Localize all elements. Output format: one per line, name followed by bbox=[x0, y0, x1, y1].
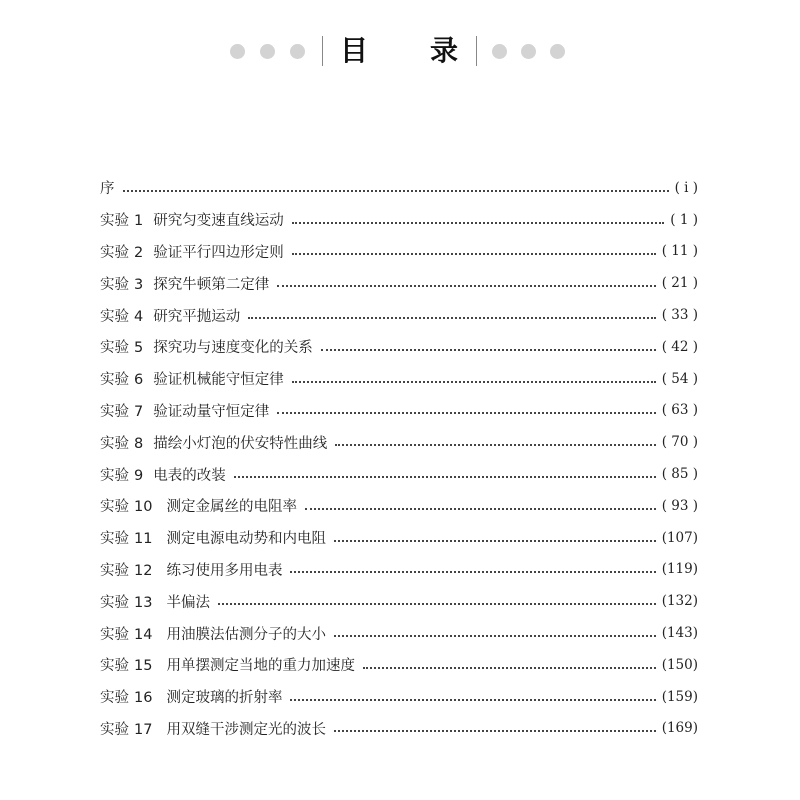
toc-entry[interactable] bbox=[100, 331, 698, 363]
toc-entry-label bbox=[100, 654, 355, 675]
toc-entry-page: (150) bbox=[661, 656, 698, 673]
toc-entry-label bbox=[100, 686, 282, 707]
toc-entry-prefix: 实验 bbox=[100, 467, 129, 484]
title-divider bbox=[322, 36, 323, 66]
dot-leader bbox=[290, 699, 655, 701]
dot-leader bbox=[334, 730, 656, 732]
toc-entry-label bbox=[100, 241, 284, 262]
dot-leader bbox=[248, 317, 655, 319]
toc-entry-prefix: 实验 bbox=[100, 372, 129, 389]
toc-entry[interactable] bbox=[100, 458, 698, 490]
toc-entry-prefix: 实验 bbox=[100, 276, 129, 293]
toc-entry-page: ( ⅰ ) bbox=[674, 179, 698, 196]
toc-entry[interactable] bbox=[100, 426, 698, 458]
toc-entry-prefix: 实验 bbox=[100, 213, 129, 230]
toc-entry-page: (169) bbox=[661, 720, 698, 737]
toc-entry-number: 11 bbox=[134, 531, 153, 548]
toc-entry-page: ( 54 ) bbox=[661, 370, 698, 387]
toc-entry-prefix: 实验 bbox=[100, 626, 129, 643]
toc-entry[interactable] bbox=[100, 522, 698, 554]
decorative-dot-icon bbox=[260, 44, 275, 59]
toc-entry-number: 16 bbox=[134, 690, 153, 707]
toc-entry-number: 9 bbox=[134, 467, 144, 484]
toc-entry-title: 用单摆测定当地的重力加速度 bbox=[166, 658, 355, 675]
toc-entry-prefix: 实验 bbox=[100, 435, 129, 452]
dot-leader bbox=[292, 222, 665, 224]
toc-entry-label bbox=[100, 336, 313, 357]
dot-leader bbox=[305, 508, 656, 510]
dot-leader bbox=[277, 412, 655, 414]
toc-entry-label bbox=[100, 177, 115, 198]
decorative-dot-icon bbox=[550, 44, 565, 59]
toc-entry-number: 4 bbox=[134, 308, 144, 325]
toc-entry-title: 探究功与速度变化的关系 bbox=[153, 340, 313, 357]
toc-entry-title: 电表的改装 bbox=[153, 467, 226, 484]
dot-leader bbox=[218, 603, 656, 605]
toc-entry-number: 1 bbox=[134, 213, 144, 230]
toc-entry-prefix: 序 bbox=[100, 181, 115, 198]
toc-entry-page: (159) bbox=[661, 688, 698, 705]
toc-entry-prefix: 实验 bbox=[100, 658, 129, 675]
toc-entry-prefix: 实验 bbox=[100, 308, 129, 325]
toc-entry-title: 练习使用多用电表 bbox=[166, 562, 283, 579]
toc-entry-prefix: 实验 bbox=[100, 594, 129, 611]
toc-entry-number: 2 bbox=[134, 244, 144, 261]
dot-leader bbox=[334, 635, 656, 637]
toc-entry-label bbox=[100, 495, 297, 516]
toc-entry-label bbox=[100, 305, 240, 326]
toc-entry-title: 研究匀变速直线运动 bbox=[153, 213, 284, 230]
dot-leader bbox=[234, 476, 656, 478]
dot-leader bbox=[321, 349, 656, 351]
decorative-dot-icon bbox=[290, 44, 305, 59]
toc-entry[interactable] bbox=[100, 172, 698, 204]
toc-entry-title: 探究牛顿第二定律 bbox=[153, 276, 270, 293]
page-title-char-1: 目 bbox=[340, 34, 369, 67]
toc-entry[interactable] bbox=[100, 681, 698, 713]
toc-entry-prefix: 实验 bbox=[100, 531, 129, 548]
toc-entry-number: 8 bbox=[134, 435, 144, 452]
toc-entry-title: 用双缝干涉测定光的波长 bbox=[166, 721, 326, 738]
dot-leader bbox=[290, 571, 655, 573]
toc-entry-number: 7 bbox=[134, 403, 144, 420]
toc-entry-label bbox=[100, 591, 210, 612]
toc-entry[interactable] bbox=[100, 649, 698, 681]
toc-entry[interactable] bbox=[100, 395, 698, 427]
page-header bbox=[0, 32, 800, 72]
toc-entry-label bbox=[100, 400, 269, 421]
decorative-dot-icon bbox=[230, 44, 245, 59]
toc-entry-number: 13 bbox=[134, 594, 153, 611]
toc-entry-label bbox=[100, 273, 269, 294]
decorative-dot-icon bbox=[521, 44, 536, 59]
toc-entry-title: 测定金属丝的电阻率 bbox=[166, 499, 297, 516]
toc-entry-title: 验证动量守恒定律 bbox=[153, 403, 270, 420]
toc-entry-label bbox=[100, 209, 284, 230]
toc-entry-prefix: 实验 bbox=[100, 244, 129, 261]
toc-entry-prefix: 实验 bbox=[100, 340, 129, 357]
toc-entry-number: 3 bbox=[134, 276, 144, 293]
toc-entry-page: ( 93 ) bbox=[661, 497, 698, 514]
toc-entry-title: 测定玻璃的折射率 bbox=[166, 690, 283, 707]
dot-leader bbox=[363, 667, 656, 669]
dot-leader bbox=[292, 253, 656, 255]
toc-entry-label bbox=[100, 464, 226, 485]
toc-entry[interactable] bbox=[100, 713, 698, 745]
toc-entry[interactable] bbox=[100, 236, 698, 268]
toc-entry-page: ( 33 ) bbox=[661, 307, 698, 324]
toc-entry-page: ( 42 ) bbox=[661, 338, 698, 355]
toc-entry-label bbox=[100, 623, 326, 644]
toc-entry-title: 半偏法 bbox=[166, 594, 210, 611]
toc-entry-title: 描绘小灯泡的伏安特性曲线 bbox=[153, 435, 328, 452]
toc-entry[interactable] bbox=[100, 267, 698, 299]
toc-entry-number: 14 bbox=[134, 626, 153, 643]
toc-entry-prefix: 实验 bbox=[100, 562, 129, 579]
toc-entry-label bbox=[100, 559, 282, 580]
toc-entry-title: 用油膜法估测分子的大小 bbox=[166, 626, 326, 643]
toc-entry[interactable] bbox=[100, 554, 698, 586]
toc-entry-page: (132) bbox=[661, 593, 698, 610]
toc-entry[interactable] bbox=[100, 490, 698, 522]
toc-entry-title: 研究平抛运动 bbox=[153, 308, 241, 325]
toc-entry-page: ( 70 ) bbox=[661, 434, 698, 451]
toc-entry[interactable] bbox=[100, 585, 698, 617]
toc-entry-label bbox=[100, 368, 284, 389]
toc-entry-page: (143) bbox=[661, 625, 698, 642]
dot-leader bbox=[334, 540, 656, 542]
table-of-contents bbox=[100, 172, 698, 744]
toc-entry-page: ( 85 ) bbox=[661, 466, 698, 483]
dot-leader bbox=[292, 381, 656, 383]
dot-leader bbox=[277, 285, 655, 287]
toc-entry-prefix: 实验 bbox=[100, 690, 129, 707]
toc-entry[interactable] bbox=[100, 363, 698, 395]
title-divider bbox=[476, 36, 477, 66]
toc-entry-prefix: 实验 bbox=[100, 499, 129, 516]
toc-entry-label bbox=[100, 527, 326, 548]
toc-entry-label bbox=[100, 718, 326, 739]
toc-entry-number: 5 bbox=[134, 340, 144, 357]
dot-leader bbox=[335, 444, 655, 446]
page-title-char-2: 录 bbox=[430, 34, 459, 67]
toc-entry-number: 10 bbox=[134, 499, 153, 516]
toc-entry-page: ( 1 ) bbox=[670, 211, 698, 228]
toc-entry[interactable] bbox=[100, 299, 698, 331]
toc-entry-page: (107) bbox=[661, 529, 698, 546]
toc-entry-page: ( 21 ) bbox=[661, 275, 698, 292]
toc-entry[interactable] bbox=[100, 204, 698, 236]
toc-entry-number: 17 bbox=[134, 721, 153, 738]
toc-entry-title: 验证机械能守恒定律 bbox=[153, 372, 284, 389]
toc-entry-title: 验证平行四边形定则 bbox=[153, 244, 284, 261]
toc-entry[interactable] bbox=[100, 617, 698, 649]
toc-entry-prefix: 实验 bbox=[100, 403, 129, 420]
toc-entry-label bbox=[100, 432, 327, 453]
toc-entry-prefix: 实验 bbox=[100, 721, 129, 738]
toc-entry-title: 测定电源电动势和内电阻 bbox=[166, 531, 326, 548]
dot-leader bbox=[123, 190, 669, 192]
toc-entry-page: ( 11 ) bbox=[661, 243, 698, 260]
toc-entry-page: ( 63 ) bbox=[661, 402, 698, 419]
toc-entry-number: 12 bbox=[134, 562, 153, 579]
decorative-dot-icon bbox=[492, 44, 507, 59]
toc-entry-number: 15 bbox=[134, 658, 153, 675]
toc-entry-number: 6 bbox=[134, 372, 144, 389]
toc-entry-page: (119) bbox=[661, 561, 698, 578]
